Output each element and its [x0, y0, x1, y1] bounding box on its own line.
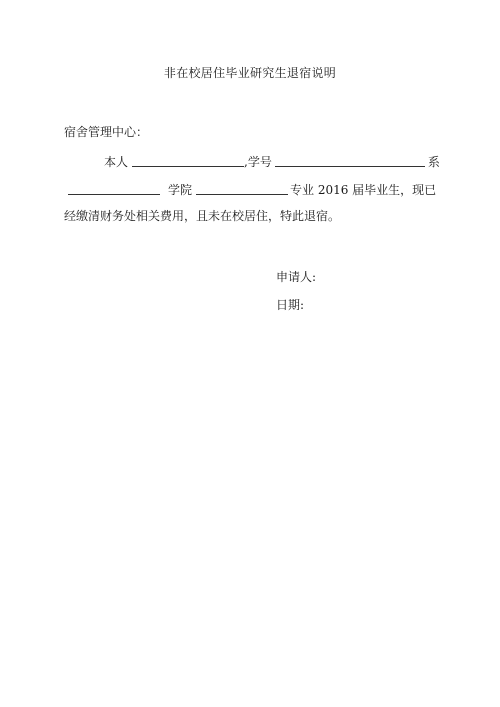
applicant-label: 申请人:	[276, 270, 317, 284]
body-line-2	[64, 181, 444, 198]
self-label: 本人	[104, 155, 129, 169]
body-line-3: 经缴清财务处相关费用，且未在校居住，特此退宿。	[64, 209, 341, 223]
college-label: 学院	[168, 183, 193, 197]
major-text: 专业 2016 届毕业生，现已	[290, 183, 437, 197]
student-id-label: ,学号	[244, 155, 272, 169]
department-suffix: 系	[427, 155, 440, 169]
body-line-1	[64, 153, 444, 170]
date-label: 日期:	[276, 298, 305, 312]
department-blank	[68, 182, 160, 195]
student-id-blank	[275, 154, 425, 167]
name-blank	[132, 154, 244, 167]
document-title: 非在校居住毕业研究生退宿说明	[163, 66, 337, 80]
major-blank	[196, 182, 288, 195]
salutation: 宿舍管理中心：	[64, 125, 149, 139]
